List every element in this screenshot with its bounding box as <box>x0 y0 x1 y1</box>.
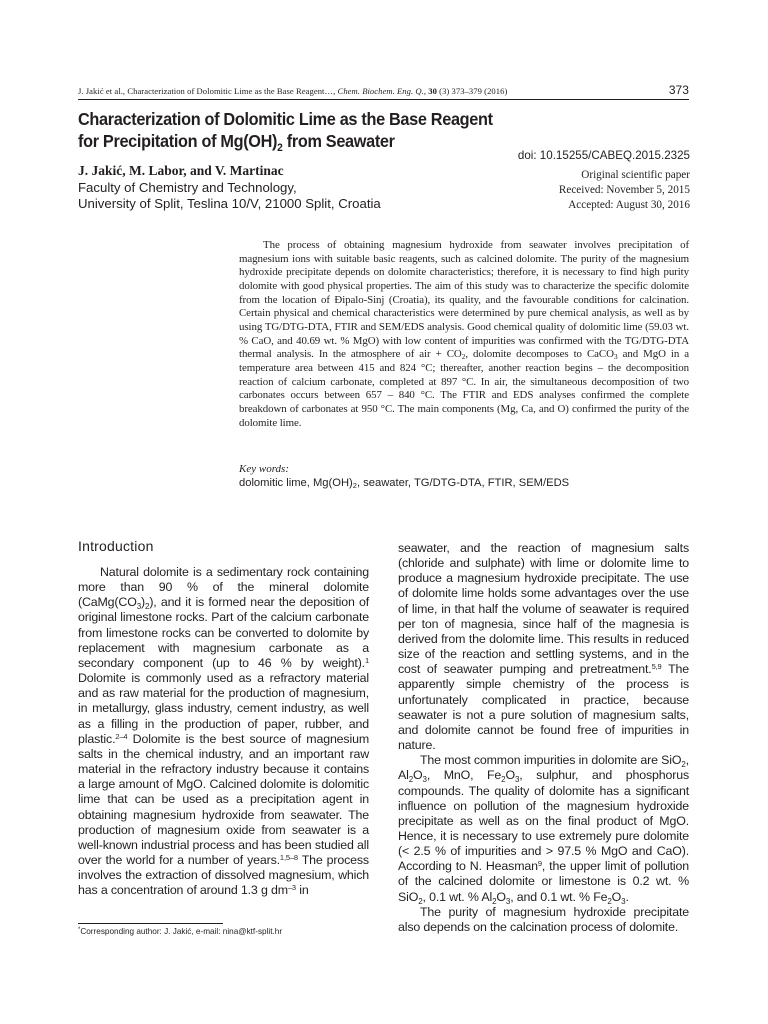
right-text-2i: O <box>496 889 506 904</box>
footnote-mark: * <box>78 927 81 933</box>
title-line-2-end: from Seawater <box>282 131 395 151</box>
intro-text-1b: ) <box>141 595 145 610</box>
right-column <box>398 541 689 935</box>
accepted-date: Accepted: August 30, 2016 <box>568 199 690 212</box>
unit-exponent: –3 <box>287 883 296 893</box>
affiliation-line-2: University of Split, Teslina 10/V, 21000 Split, Croatia <box>78 196 381 212</box>
sub: 2 <box>492 896 497 906</box>
running-head: J. Jakić et al., Characterization of Dolomitic Lime as the Base Reagent…, Chem. Biochem. Eng. Q., 30 (3) 373–379 (2016) 373 <box>78 83 689 97</box>
right-text-2l: . <box>625 889 629 904</box>
abstract <box>239 239 689 430</box>
abstract-text <box>239 239 689 430</box>
running-head-title: Characterization of Dolomitic Lime as the Base Reagent…, <box>127 86 336 96</box>
right-text-2c: O <box>413 768 423 783</box>
right-text-2d: , MnO, Fe <box>426 768 502 783</box>
sub: 3 <box>514 775 520 785</box>
citation-5[interactable]: 9 <box>537 859 542 869</box>
running-head-authors: J. Jakić et al., <box>78 86 126 96</box>
running-head-volume: 30 <box>428 86 437 96</box>
page-number: 373 <box>668 83 689 97</box>
abstract-sub-1: 2 <box>461 352 466 362</box>
sub: 3 <box>505 896 511 906</box>
right-text-2e: O <box>505 768 515 783</box>
right-text-2j: , and 0.1 wt. % Fe <box>510 889 608 904</box>
affiliation <box>78 180 381 212</box>
footnote <box>78 927 282 936</box>
abstract-part-2: , dolomite decomposes to CaCO <box>465 348 614 361</box>
article-meta <box>559 168 690 214</box>
section-heading-introduction: Introduction <box>78 538 154 554</box>
citation-2[interactable]: 2–4 <box>115 731 128 741</box>
abstract-part-3: and MgO in a temperature area between 415 and 824 °C; thereafter, another reaction begins – the decomposition reaction of calcium carbonate, completed at 897 °C. In air, the simultaneous decomposition of two carbonates occurs between 657 – 840 °C. The FTIR and EDS analyses confirmed the complete breakdown of carbonates at 950 °C. The main components (Mg, Ca, and O) confirmed the purity of the dolomite lime. <box>239 348 690 429</box>
left-column <box>78 565 369 898</box>
intro-text-3: Dolomite is commonly used as a refractory material and as raw material for the production of magnesium, in metallurgy, glass industry, cement industry, as well as a filling in the production of paper, rubber, and plastic. <box>78 671 369 746</box>
right-paragraph-1 <box>398 541 689 753</box>
intro-text-5: The process involves the extraction of dissolved magnesium, which has a concentration of around 1.3 g dm <box>78 852 369 898</box>
intro-text-6: in <box>295 883 309 898</box>
citation-4[interactable]: 5,9 <box>651 662 662 672</box>
received-date: Received: November 5, 2015 <box>558 184 690 197</box>
sub: 2 <box>607 896 612 906</box>
right-text-2k: O <box>611 889 622 904</box>
paper-title <box>78 108 515 152</box>
intro-text-1: Natural dolomite is a sedimentary rock containing more than 90 % of the mineral dolomite (CaMg(CO <box>78 565 369 610</box>
running-head-issue: (3) 373–379 (2016) <box>439 86 508 96</box>
right-paragraph-2 <box>398 753 689 905</box>
paper-type: Original scientific paper <box>581 169 690 181</box>
sub: 2 <box>501 775 506 785</box>
title-line-1: Characterization of Dolomitic Lime as the Base Reagent <box>78 109 493 129</box>
keywords-label: Key words: <box>239 463 290 475</box>
sub: 3 <box>621 896 626 906</box>
doi[interactable]: doi: 10.15255/CABEQ.2015.2325 <box>517 149 690 162</box>
intro-sub-1: 3 <box>136 602 142 612</box>
keywords <box>239 477 569 489</box>
title-line-2 <box>78 130 515 152</box>
sub: 2 <box>418 896 423 906</box>
author-list: J. Jakić, M. Labor, and V. Martinac <box>78 163 284 178</box>
right-paragraph-3: The purity of magnesium hydroxide precipitate also depends on the calcination process of dolomite. <box>398 904 689 934</box>
right-text-2g: , the upper limit of pollution of the calcined dolomite or limestone is 0.2 wt. % SiO <box>398 859 689 904</box>
sub: 2 <box>681 760 686 770</box>
right-text-2h: , 0.1 wt. % Al <box>422 889 493 904</box>
right-text-2f: , sulphur, and phosphorus compounds. The quality of dolomite has a significant influence on pollution of the magnesium hydroxide precipitate as well as on the final product of MgO. Hence, it is necessary to use extremely pure dolomite (< 2.5 % of impurities and > 97.5 % MgO and CaO). According to N. Heasman <box>398 768 689 874</box>
keywords-pre: dolomitic lime, Mg(OH) <box>239 477 353 489</box>
citation-3[interactable]: 1,5–8 <box>279 852 298 862</box>
keywords-sub: 2 <box>352 481 357 490</box>
affiliation-line-1: Faculty of Chemistry and Technology, <box>78 180 297 195</box>
intro-text-4: Dolomite is the best source of magnesium salts in the chemical industry, and an important raw material in the refractory industry because it contains a large amount of MgO. Calcined dolomite is dolomitic lime that can be used as a precipitation agent in obtaining magnesium hydroxide from seawater. The production of magnesium oxide from seawater is a well-known industrial process and has been studied all over the world for a number of years. <box>78 731 369 867</box>
keywords-post: , seawater, TG/DTG-DTA, FTIR, SEM/EDS <box>356 477 570 489</box>
right-text-2b: , Al <box>398 753 689 783</box>
sub: 3 <box>422 775 427 785</box>
abstract-sub-2: 3 <box>613 352 618 362</box>
right-text-1b: The apparently simple chemistry of the process is unfortunately complicated in practice, because seawater is not a pure solution of magnesium salts, and dolomite cannot be found free of impurities in nature. <box>398 662 689 753</box>
header-rule <box>78 99 689 100</box>
footnote-rule <box>78 923 223 924</box>
right-text-2a: The most common impurities in dolomite are SiO <box>420 753 682 768</box>
running-head-journal: Chem. Biochem. Eng. Q. <box>337 86 424 96</box>
sub: 2 <box>408 775 414 785</box>
intro-sub-2: 2 <box>145 602 150 612</box>
right-text-1a: seawater, and the reaction of magnesium salts (chloride and sulphate) with lime or dolomite lime to produce a magnesium hydroxide precipitate. The use of dolomite lime holds some advantages over the use of lime, in that half the volume of seawater is required per ton of magnesia, since half of the magnesia is derived from the dolomite lime. This results in reduced size of the reaction and settling systems, and in the cost of seawater pumping and pretreatment. <box>398 541 689 677</box>
abstract-part-1: The process of obtaining magnesium hydroxide from seawater involves precipitation of magnesium ions with suitable basic reagents, such as calcined dolomite. The purity of the magnesium hydroxide precipitate depends on dolomite characteristics; therefore, it is necessary to find high purity dolomite with good physical properties. The aim of this study was to characterize the specific dolomite from the location of Đipalo-Sinj (Croatia), its quality, and the favourable conditions for calcination. Certain physical and chemical characteristics were determined by pure chemical analysis, as well as by using TG/DTG-DTA, FTIR and SEM/EDS analysis. Good chemical quality of dolomitic lime (59.03 wt. % CaO, and 40.69 wt. % MgO) with low content of impurities was confirmed with the TG/DTG-DTA thermal analysis. In the atmosphere of air + CO <box>239 239 689 361</box>
citation-1[interactable]: 1 <box>364 655 369 665</box>
title-subscript: 2 <box>277 142 283 154</box>
intro-text-2: ), and it is formed near the deposition of original limestone rocks. Part of the calcium carbonate from limestone rocks can be converted to dolomite by replacement with magnesium carbonate as a secondary component (up to 46 % by weight). <box>78 595 369 670</box>
intro-paragraph-1 <box>78 565 369 898</box>
title-line-2-text: for Precipitation of Mg(OH) <box>78 131 278 151</box>
footnote-text[interactable]: Corresponding author: J. Jakić, e-mail: nina@ktf-split.hr <box>80 927 283 936</box>
